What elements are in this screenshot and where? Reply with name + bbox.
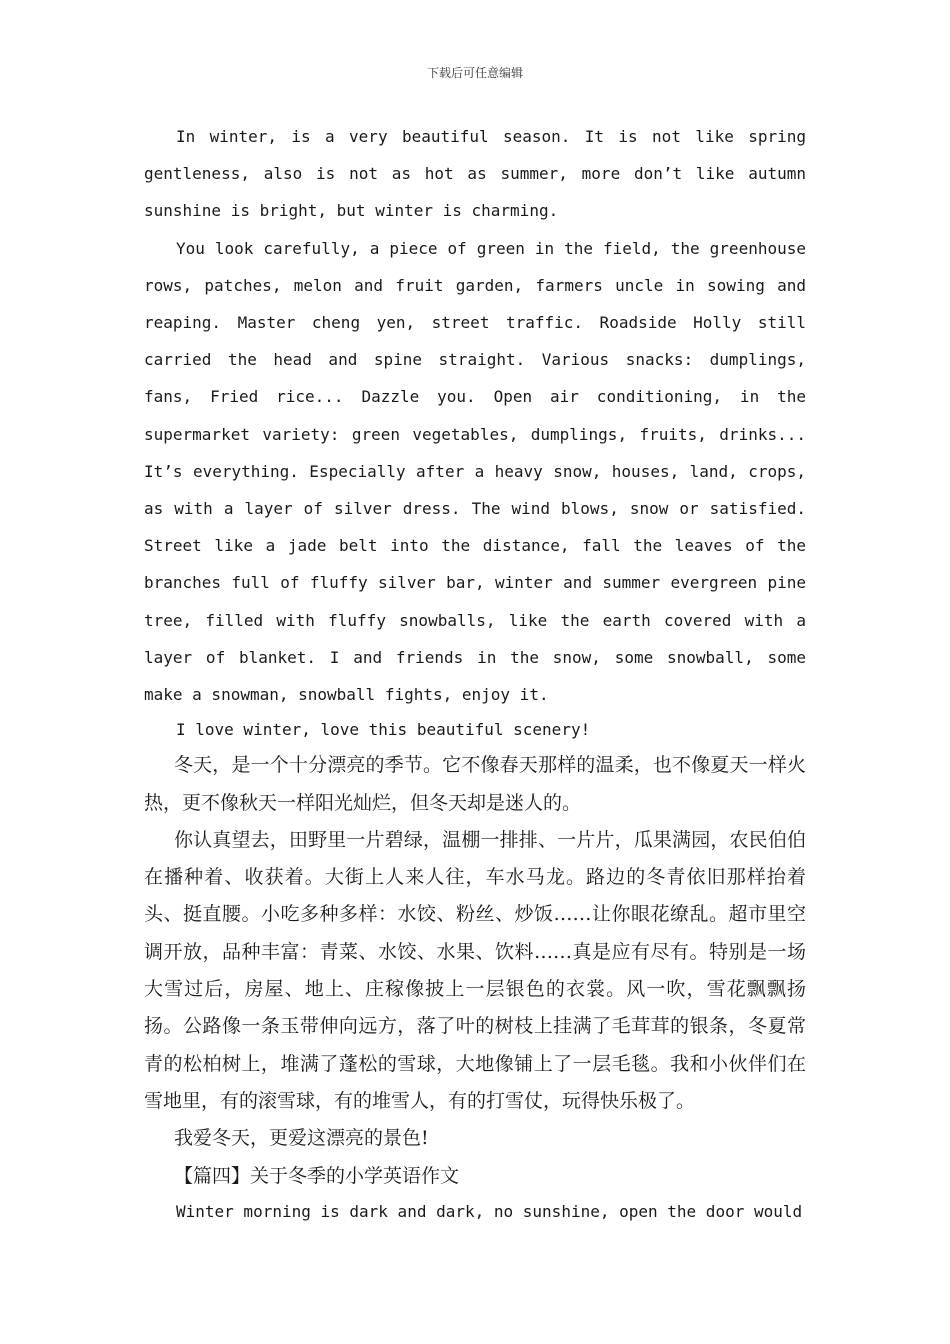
section-heading: 【篇四】关于冬季的小学英语作文: [174, 1164, 460, 1187]
page-header: 下载后可任意编辑: [426, 66, 523, 80]
english-paragraph-3: I love winter, love this beautiful scenery!: [176, 720, 591, 740]
english-paragraph-4: Winter morning is dark and dark, no sunshine, open the door would: [176, 1201, 803, 1221]
document-body: [144, 118, 806, 1229]
chinese-paragraph-1: 冬天，是一个十分漂亮的季节。它不像春天那样的温柔，也不像夏天一样火热，更不像秋天一样阳光灿烂，但冬天却是迷人的。: [144, 754, 806, 814]
chinese-paragraph-3: 我爱冬天，更爱这漂亮的景色!: [174, 1127, 429, 1150]
english-paragraph-2: You look carefully, a piece of green in the field, the greenhouse rows, patches, melon and fruit garden, farmers uncle in sowing and reaping. Master cheng yen, street traffic. Roadside Holly still carried the head and spine straight. Various snacks: dumplings, fans, Fried rice... Dazzle you. Open air conditioning, in the supermarket variety: green vegetables, dumplings, fruits, drinks... It’s everything. Especially after a heavy snow, houses, land, crops, as with a layer of silver dress. The wind blows, snow or satisfied. Street like a jade belt into the distance, fall the leaves of the branches full of fluffy silver bar, winter and summer evergreen pine tree, filled with fluffy snowballs, like the earth covered with a layer of blanket. I and friends in the snow, some snowball, some make a snowman, snowball fights, enjoy it.: [144, 238, 806, 705]
chinese-paragraph-2: 你认真望去，田野里一片碧绿，温棚一排排、一片片，瓜果满园，农民伯伯在播种着、收获着。大街上人来人往，车水马龙。路边的冬青依旧那样抬着头、挺直腰。小吃多种多样：水饺、粉丝、炒饭……让你眼花缭乱。超市里空调开放，品种丰富：青菜、水饺、水果、饮料……真是应有尽有。特别是一场大雪过后，房屋、地上、庄稼像披上一层银色的衣裳。风一吹，雪花飘飘扬扬。公路像一条玉带伸向远方，落了叶的树枝上挂满了毛茸茸的银条，冬夏常青的松柏树上，堆满了蓬松的雪球，大地像铺上了一层毛毯。我和小伙伴们在雪地里，有的滚雪球，有的堆雪人，有的打雪仗，玩得快乐极了。: [144, 828, 806, 1112]
english-paragraph-1: In winter, is a very beautiful season. It is not like spring gentleness, also is not as hot as summer, more don’t like autumn sunshine is bright, but winter is charming.: [144, 127, 806, 221]
